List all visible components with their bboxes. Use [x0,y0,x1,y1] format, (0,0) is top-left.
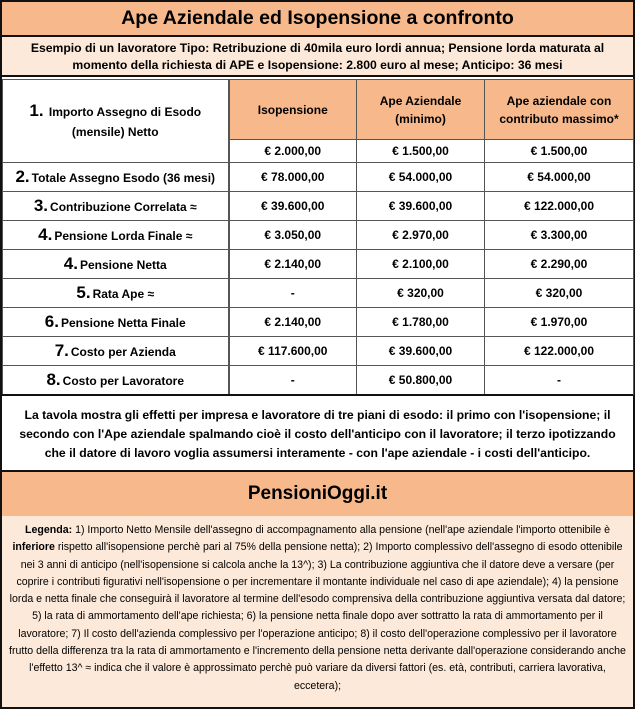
comparison-table [2,79,634,395]
row-label-text: Contribuzione Correlata ≈ [50,200,197,214]
summary-text: La tavola mostra gli effetti per impresa e lavoratore di tre piani di esodo: il primo con l'isopensione; il secondo con l'Ape aziendale spalmando cioè il costo dell'anticipo con il lavoratore; il terzo ipotizzando che il datore di lavoro voglia assumersi interamente - con l'ape aziendale - i costi dell'anticipo. [2,394,633,470]
table-cell: € 39.600,00 [229,192,357,221]
table-cell: € 2.970,00 [357,221,485,250]
table-row [3,163,634,192]
table-cell: € 1.500,00 [485,140,634,163]
table-row [3,221,634,250]
table-row [3,80,634,140]
table-cell: € 2.100,00 [357,250,485,279]
table-row [3,337,634,366]
row-label-text: Pensione Netta [79,258,167,272]
intro-text: Esempio di un lavoratore Tipo: Retribuzione di 40mila euro lordi annua; Pensione lorda maturata al momento della richiesta di APE e Isopensione: 2.800 euro al mese; Anticipo: 36 mesi [2,37,633,77]
row-number: 4. [63,254,78,273]
row-number: 3. [33,196,49,215]
table-cell: € 1.970,00 [485,308,634,337]
table-cell: € 39.600,00 [357,337,485,366]
table-cell: - [229,279,357,308]
row-label-text: Rata Ape ≈ [92,287,155,301]
table-cell: € 1.780,00 [357,308,485,337]
table-cell: € 320,00 [357,279,485,308]
row-label-text: Pensione Lorda Finale ≈ [54,229,193,243]
table-cell: € 122.000,00 [485,337,634,366]
table-cell: € 2.000,00 [229,140,357,163]
table-row [3,366,634,395]
table-cell: € 2.140,00 [229,250,357,279]
table-cell: € 50.800,00 [357,366,485,395]
row-number: 7. [54,341,69,360]
row-label-text: Totale Assegno Esodo (36 mesi) [31,171,216,185]
row-label [3,250,229,279]
column-header: Isopensione [229,80,357,140]
row-label [3,366,229,395]
row-number: 2. [15,167,30,186]
table-cell: - [229,366,357,395]
legend-part1: 1) Importo Netto Mensile dell'assegno di accompagnamento alla pensione (nell'ape aziendale l'importo ottenibile è [72,524,610,536]
row-label [3,163,229,192]
table-row [3,308,634,337]
row-label [3,192,229,221]
row-number: 4. [38,225,53,244]
table-cell: € 320,00 [485,279,634,308]
table-cell: € 39.600,00 [357,192,485,221]
table-cell: € 117.600,00 [229,337,357,366]
row-number: 1. [29,100,44,120]
legend-bold: inferiore [12,541,55,554]
table-row [3,192,634,221]
table-cell: € 3.300,00 [485,221,634,250]
row-label [3,337,229,366]
table-cell: € 2.290,00 [485,250,634,279]
legend-part2: rispetto all'isopensione perchè pari al 75% della pensione netta); 2) Importo complessivo dell'assegno di esodo ottenibile nei 3 anni di anticipo (nell'isopensione si calcola anche la 13^); 3) La contribuzione aggiuntiva che il datore deve a versare (per coprire i contributi figurativi nell'isopensione o per incrementare il montante individuale nel caso di ape aziendale); 4) la pensione lorda e netta finale che conseguirà il lavoratore al termine dell'esodo comprensiva della contribuzione aggiuntiva versata dal datore; 5) la rata di ammortamento dell'ape richiesta; 6) la pensione netta finale dopo aver sottratto la rata di ammortamento per il lavoratore; 7) Il costo dell'azienda complessivo per l'operazione anticipo; 8) il costo dell'operazione complessivo per il lavoratore frutto della differenza tra la rata di ammortamento e l'incremento della pensione netta derivante dall'operazione considerando anche l'effetto 13^ ≈ indica che il valore è approssimato perchè può variare da diversi fattori (es. età, contributi, carriera lavorativa, eccetera); [9,541,626,692]
legend-text [2,516,633,707]
table-cell: € 1.500,00 [357,140,485,163]
table-cell: € 54.000,00 [357,163,485,192]
table-cell: € 78.000,00 [229,163,357,192]
row-number: 6. [44,312,59,331]
row-number: 5. [76,283,91,302]
row-label [3,279,229,308]
row-number: 8. [46,370,61,389]
row-label-text: Costo per Azienda [70,345,176,359]
table-cell: € 2.140,00 [229,308,357,337]
column-header: Ape Aziendale (minimo) [357,80,485,140]
table-row [3,250,634,279]
table-cell: € 3.050,00 [229,221,357,250]
row-label [3,308,229,337]
column-header: Ape aziendale con contributo massimo* [485,80,634,140]
brand-name: PensioniOggi.it [2,470,633,518]
page-title: Ape Aziendale ed Isopensione a confronto [2,2,633,37]
table-cell: - [485,366,634,395]
table-cell: € 54.000,00 [485,163,634,192]
row-label-text: Costo per Lavoratore [62,374,185,388]
row-label [3,80,229,163]
table-cell: € 122.000,00 [485,192,634,221]
table-row [3,279,634,308]
legend-label: Legenda: [25,524,73,536]
row-label-text: Pensione Netta Finale [60,316,186,330]
row-label [3,221,229,250]
row-label-text: Importo Assegno di Esodo (mensile) Netto [48,104,202,139]
